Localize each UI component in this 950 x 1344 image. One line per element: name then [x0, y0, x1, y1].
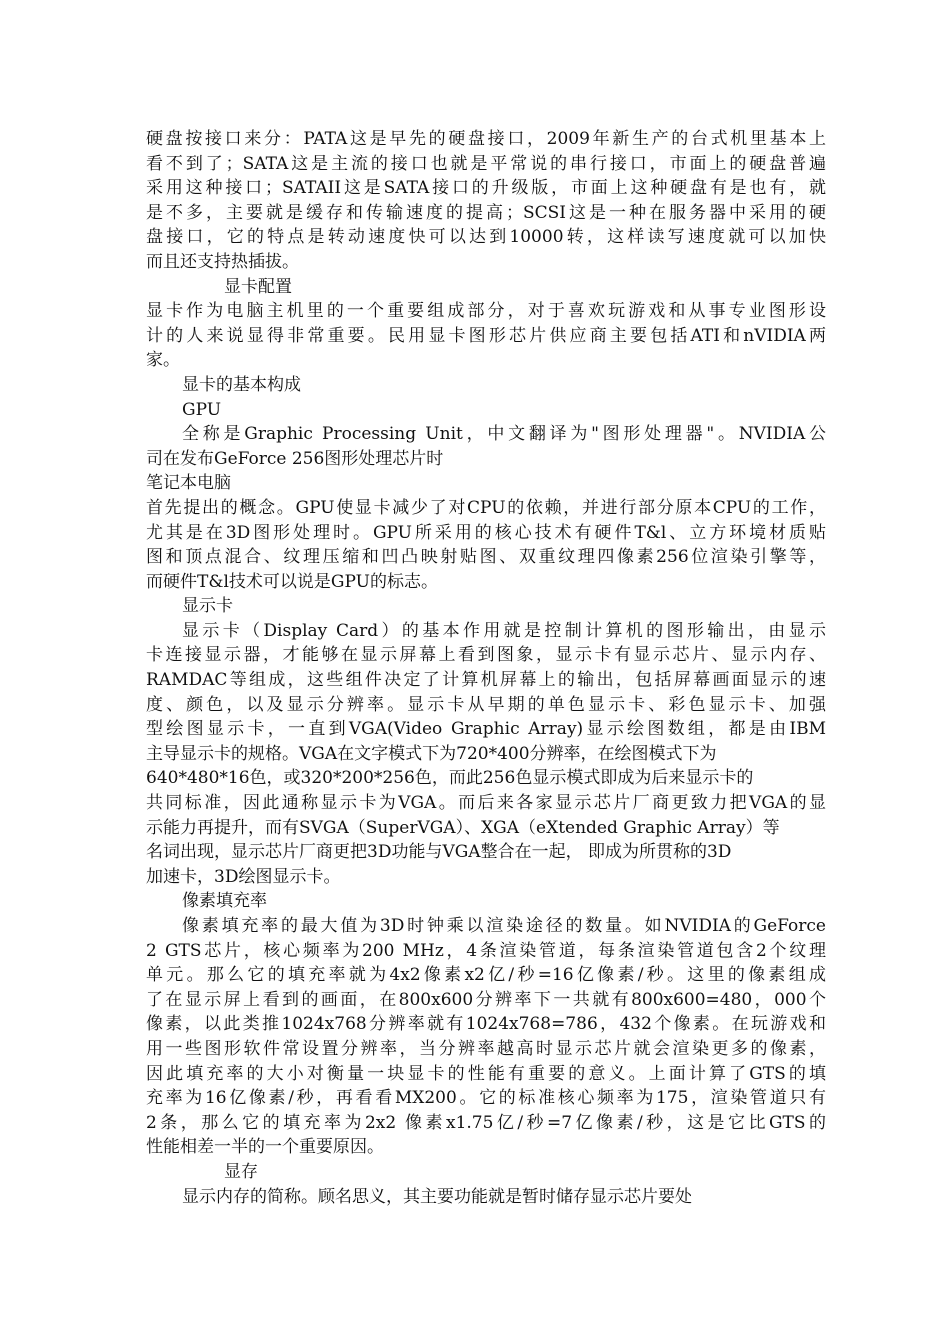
text-line: 首先提出的概念。GPU使显卡减少了对CPU的依赖，并进行部分原本CPU的工作， [146, 497, 826, 518]
section-heading: 显卡配置 [224, 276, 292, 297]
text-line: 主导显示卡的规格。VGA在文字模式下为720*400分辨率，在绘图模式下为 [146, 743, 717, 764]
text-line: 示能力再提升，而有SVGA（SuperVGA）、XGA（eXtended Graphic Array）等 [146, 817, 780, 838]
text-line: 加速卡，3D绘图显示卡。 [146, 866, 341, 887]
text-line: 像素填充率的最大值为3D时钟乘以渲染途径的数量。如NVIDIA的GeForce [182, 916, 826, 936]
text-line: RAMDAC等组成，这些组件决定了计算机屏幕上的输出，包括屏幕画面显示的速 [146, 670, 826, 691]
text-line: 盘接口，它的特点是转动速度快可以达到10000转，这样读写速度就可以加快 [146, 227, 826, 248]
document-body [146, 127, 826, 1209]
text-line: 因此填充率的大小对衡量一块显卡的性能有重要的意义。上面计算了GTS的填 [146, 1063, 826, 1084]
text-line: 名词出现，显示芯片厂商更把3D功能与VGA整合在一起， 即成为所贯称的3D [146, 842, 732, 863]
text-line: 共同标准，因此通称显示卡为VGA。而后来各家显示芯片厂商更致力把VGA的显 [146, 793, 826, 814]
text-line: 图和顶点混合、纹理压缩和凹凸映射贴图、双重纹理四像素256位渲染引擎等， [146, 547, 826, 568]
text-line: 度、颜色，以及显示分辨率。显示卡从早期的单色显示卡、彩色显示卡、加强 [146, 694, 826, 715]
text-line: 卡连接显示器，才能够在显示屏幕上看到图象，显示卡有显示芯片、显示内存、 [146, 645, 826, 666]
text-line: 显示卡（Display Card）的基本作用就是控制计算机的图形输出，由显示 [182, 620, 826, 641]
text-line: 采用这种接口；SATAII这是SATA接口的升级版，市面上这种硬盘有是也有，就 [146, 178, 826, 199]
text-line: 硬盘按接口来分：PATA这是早先的硬盘接口，2009年新生产的台式机里基本上 [146, 129, 826, 149]
text-line: 单元。那么它的填充率就为4x2像素x2亿/秒=16亿像素/秒。这里的像素组成 [146, 965, 826, 986]
text-line: 性能相差一半的一个重要原因。 [146, 1137, 384, 1158]
text-line: 司在发布GeForce 256图形处理芯片时 [146, 448, 444, 469]
text-line: 是不多，主要就是缓存和传输速度的提高；SCSI这是一种在服务器中采用的硬 [146, 202, 826, 223]
section-heading: 像素填充率 [182, 891, 267, 912]
text-line: 了在显示屏上看到的画面，在800x600分辨率下一共就有800x600=480，000个 [146, 989, 826, 1010]
text-line: 充率为16亿像素/秒，再看看MX200。它的标准核心频率为175，渲染管道只有 [146, 1088, 826, 1109]
text-line: 显示内存的简称。顾名思义，其主要功能就是暂时储存显示芯片要处 [182, 1186, 692, 1207]
text-line: 全称是Graphic Processing Unit，中文翻译为"图形处理器"。NVIDIA公 [182, 424, 826, 445]
text-line: 2条，那么它的填充率为2x2 像素x1.75亿/秒=7亿像素/秒，这是它比GTS的 [146, 1112, 826, 1133]
section-heading: 显存 [224, 1161, 258, 1182]
text-line: 看不到了；SATA这是主流的接口也就是平常说的串行接口，市面上的硬盘普遍 [146, 153, 826, 174]
section-heading: 显卡的基本构成 [182, 374, 301, 395]
section-heading: 显示卡 [182, 596, 233, 617]
text-line: 像素，以此类推1024x768分辨率就有1024x768=786，432个像素。在玩游戏和 [146, 1014, 826, 1035]
section-heading: GPU [182, 399, 222, 420]
text-line: 笔记本电脑 [146, 473, 231, 494]
text-line: 2 GTS芯片，核心频率为200 MHz，4条渲染管道，每条渲染管道包含2个纹理 [146, 940, 826, 961]
text-line: 显卡作为电脑主机里的一个重要组成部分，对于喜欢玩游戏和从事专业图形设 [146, 301, 826, 322]
text-line: 计的人来说显得非常重要。民用显卡图形芯片供应商主要包括ATI和nVIDIA两 [146, 325, 826, 346]
text-line: 型绘图显示卡，一直到VGA(Video Graphic Array)显示绘图数组，都是由IBM [146, 719, 826, 740]
text-line: 尤其是在3D图形处理时。GPU所采用的核心技术有硬件T&l、立方环境材质贴 [146, 522, 826, 543]
text-line: 而硬件T&l技术可以说是GPU的标志。 [146, 571, 438, 592]
text-line: 而且还支持热插拔。 [146, 251, 299, 272]
text-line: 用一些图形软件常设置分辨率，当分辨率越高时显示芯片就会渲染更多的像素， [146, 1038, 826, 1059]
text-line: 家。 [146, 350, 180, 371]
text-line: 640*480*16色，或320*200*256色，而此256色显示模式即成为后来显示卡的 [146, 768, 754, 789]
